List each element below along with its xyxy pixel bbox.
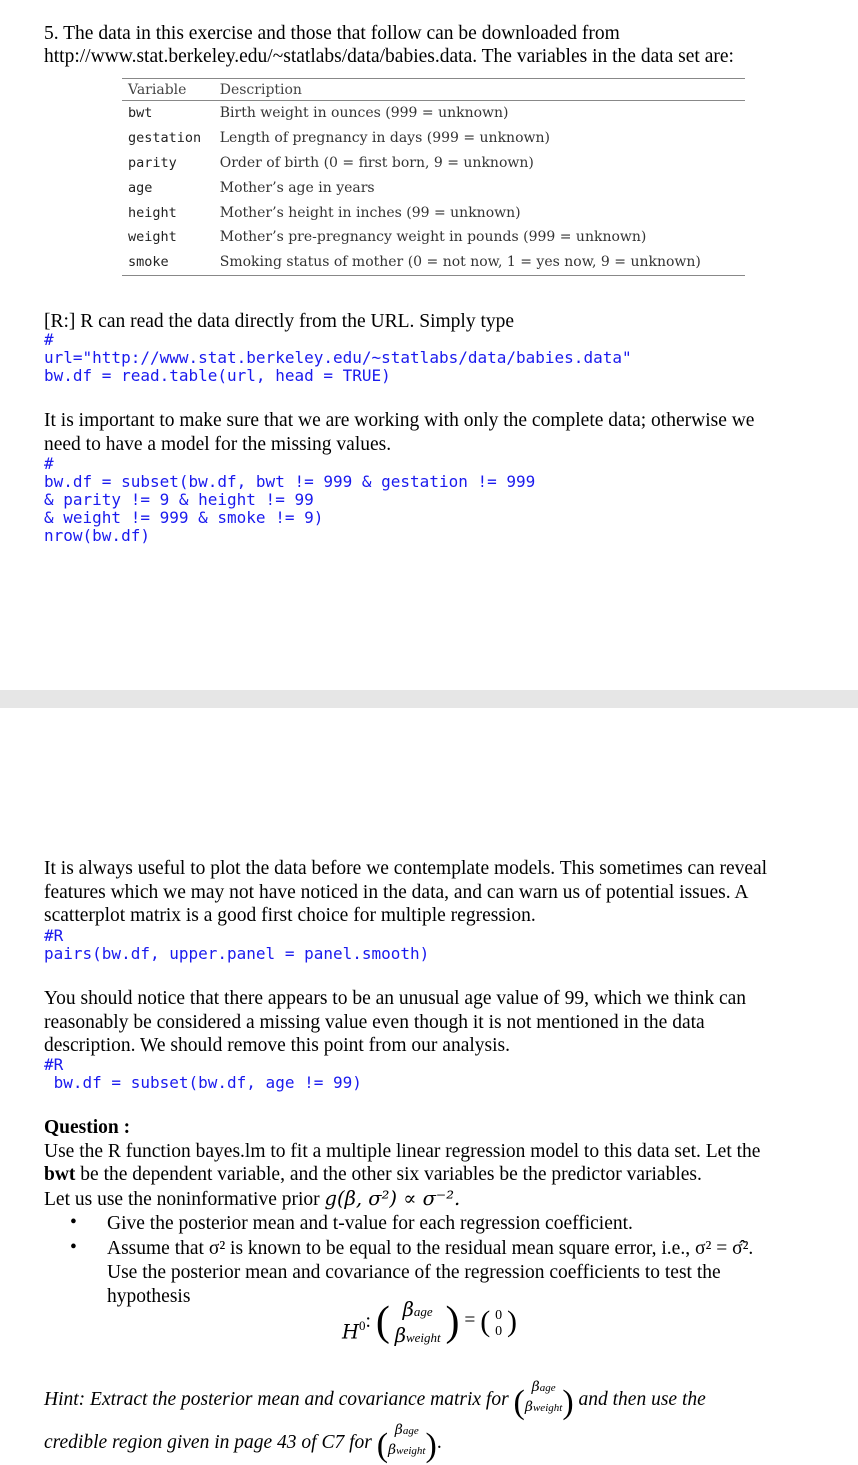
- beta-symbol: β: [524, 1399, 533, 1415]
- var-name: weight: [128, 229, 177, 246]
- question-line-3: [44, 1187, 834, 1212]
- bullet-dot: •: [70, 1237, 77, 1258]
- age-line-1: You should notice that there appears to be an unusual age value of 99, which we think can: [44, 988, 746, 1009]
- table-row: [122, 126, 745, 151]
- code-line: bw.df = subset(bw.df, age != 99): [44, 1073, 362, 1092]
- hint-text-2: credible region given in page 43 of C7 for: [44, 1432, 372, 1453]
- beta-symbol: β: [402, 1298, 414, 1321]
- table-row: [122, 250, 745, 275]
- r-read-code: [44, 331, 632, 385]
- code-line: #: [44, 454, 54, 473]
- header-variable: Variable: [122, 79, 214, 101]
- beta-age-sub: age: [413, 1304, 433, 1319]
- h0-symbol: H: [342, 1320, 360, 1344]
- var-desc: Smoking status of mother (0 = not now, 1 = yes now, 9 = unknown): [214, 250, 745, 275]
- table-row: [122, 175, 745, 200]
- var-name: bwt: [128, 105, 153, 122]
- var-name: height: [128, 204, 177, 221]
- beta-vector: [395, 1298, 441, 1350]
- var-desc: Mother’s height in inches (99 = unknown): [219, 204, 521, 221]
- variables-table: [122, 78, 745, 276]
- subset-code: [44, 455, 535, 545]
- zero-vector: [495, 1308, 502, 1340]
- h0-subscript: 0: [359, 1318, 366, 1334]
- plot-line-3: scatterplot matrix is a good first choice for multiple regression.: [44, 905, 536, 926]
- table-row: [122, 101, 745, 126]
- prior-text: Let us use the noninformative prior: [44, 1189, 325, 1210]
- beta-age-sub: age: [539, 1382, 556, 1394]
- var-desc: Order of birth (0 = first born, 9 = unknown): [219, 154, 534, 171]
- plot-line-2: features which we may not have noticed in the data, and can warn us of potential issues. A: [44, 882, 749, 903]
- zero-bottom: 0: [495, 1324, 503, 1339]
- var-name: smoke: [122, 250, 214, 275]
- plot-line-1: It is always useful to plot the data before we contemplate models. This sometimes can reveal: [44, 858, 768, 879]
- question-title: Question :: [44, 1117, 131, 1138]
- zero-top: 0: [495, 1308, 503, 1323]
- code-line: #R: [44, 926, 64, 945]
- r-read-text: [R:] R can read the data directly from the URL. Simply type: [44, 311, 515, 332]
- beta-symbol: β: [394, 1324, 406, 1347]
- hint-line-2: credible region given in page 43 of C7 for ( βage βweight ).: [44, 1422, 442, 1464]
- code-line: bw.df = read.table(url, head = TRUE): [44, 366, 391, 385]
- bullet-2-line-3: hypothesis: [107, 1286, 191, 1307]
- beta-symbol: β: [388, 1442, 397, 1458]
- prior-formula: g(β, σ²) ∝ σ⁻².: [324, 1187, 461, 1210]
- code-line: url="http://www.stat.berkeley.edu/~statlabs/data/babies.data": [44, 348, 632, 367]
- intro-line-1: 5. The data in this exercise and those that follow can be downloaded from: [44, 23, 620, 44]
- complete-line-1: It is important to make sure that we are working with only the complete data; otherwise we: [44, 410, 755, 431]
- table-row: [122, 225, 745, 250]
- hint-text-1: Hint: Extract the posterior mean and covariance matrix for: [44, 1389, 509, 1410]
- beta-weight-sub: weight: [532, 1402, 563, 1414]
- code-line: nrow(bw.df): [44, 526, 150, 545]
- var-desc: Mother’s pre-pregnancy weight in pounds (999 = unknown): [219, 229, 647, 246]
- age-code: [44, 1056, 362, 1092]
- table-row: [122, 200, 745, 225]
- pairs-code: [44, 927, 429, 963]
- var-name: age: [128, 179, 153, 196]
- code-line: #: [44, 330, 54, 349]
- age-line-2: reasonably be considered a missing value even though it is not mentioned in the data: [44, 1012, 705, 1033]
- var-name: gestation: [128, 130, 202, 147]
- code-line: & parity != 9 & height != 99: [44, 490, 314, 509]
- bullet-dot: •: [70, 1212, 77, 1233]
- code-line: & weight != 999 & smoke != 9): [44, 508, 324, 527]
- intro-line-2: http://www.stat.berkeley.edu/~statlabs/data/babies.data. The variables in the data set are:: [44, 46, 734, 67]
- var-desc: Birth weight in ounces (999 = unknown): [219, 105, 509, 122]
- beta-weight-sub: weight: [405, 1330, 441, 1345]
- var-desc: Length of pregnancy in days (999 = unknown): [219, 130, 550, 147]
- question-line-1: Use the R function bayes.lm to fit a multiple linear regression model to this data set. Let the: [44, 1141, 761, 1162]
- var-desc: Mother’s age in years: [219, 179, 375, 196]
- hypothesis-equation: $H^0$: ( βage βweight ) = ( 0 0 ): [342, 1306, 517, 1366]
- bullet-2-line-2: Use the posterior mean and covariance of the regression coefficients to test the: [107, 1262, 721, 1283]
- bullet-1: Give the posterior mean and t-value for each regression coefficient.: [107, 1213, 633, 1234]
- table-row: [122, 151, 745, 176]
- question-line-2-rest: be the dependent variable, and the other six variables be the predictor variables.: [75, 1164, 702, 1185]
- question-line-2: [44, 1163, 834, 1187]
- code-line: bw.df = subset(bw.df, bwt != 999 & gestation != 999: [44, 472, 536, 491]
- hint-text-1-end: and then use the: [578, 1389, 706, 1410]
- bwt-bold: bwt: [44, 1164, 76, 1185]
- bullet-2-line-1: Assume that σ² is known to be equal to the residual mean square error, i.e., σ² = σ̂².: [107, 1238, 754, 1259]
- var-name: parity: [128, 154, 177, 171]
- beta-symbol: β: [531, 1379, 540, 1395]
- beta-age-sub: age: [402, 1425, 419, 1437]
- beta-weight-sub: weight: [396, 1445, 426, 1457]
- age-line-3: description. We should remove this point from our analysis.: [44, 1035, 511, 1056]
- hint-line-1: Hint: Extract the posterior mean and covariance matrix for ( βage βweight ) and then use the: [44, 1379, 706, 1421]
- table-header-row: [122, 79, 745, 101]
- complete-line-2: need to have a model for the missing values.: [44, 434, 392, 455]
- code-line: pairs(bw.df, upper.panel = panel.smooth): [44, 944, 430, 963]
- code-line: #R: [44, 1055, 64, 1074]
- header-description: Description: [214, 79, 745, 101]
- page-divider: [0, 690, 858, 708]
- beta-symbol: β: [394, 1422, 403, 1438]
